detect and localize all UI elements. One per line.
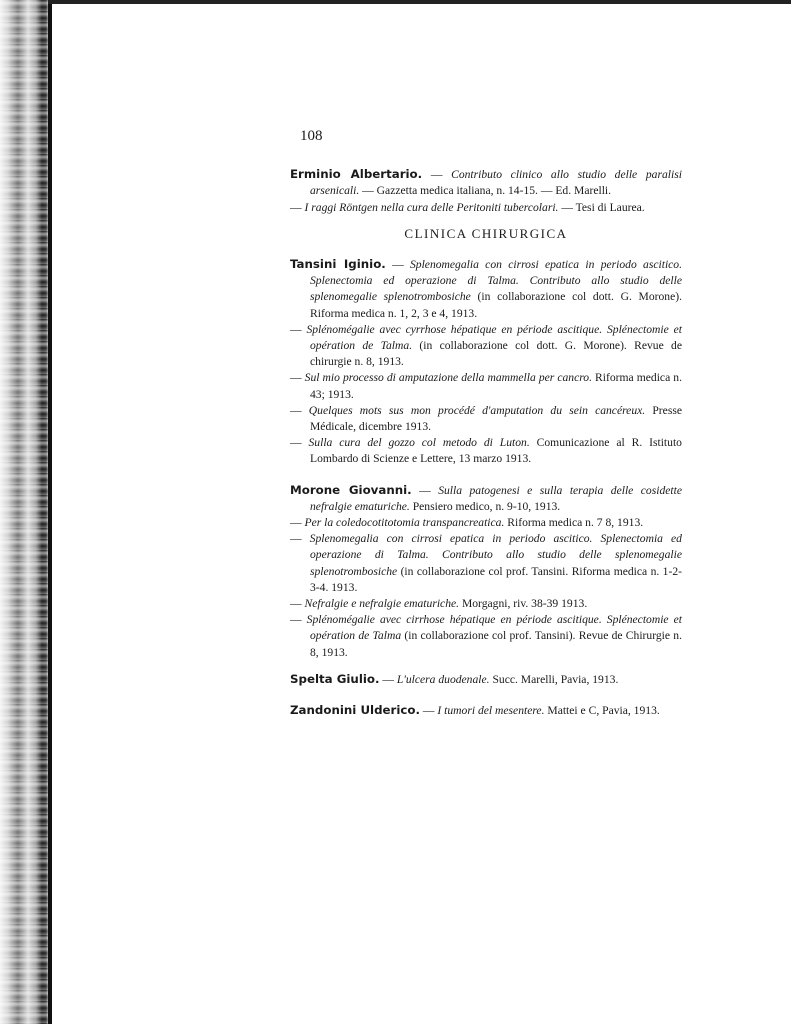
work-title: Sulla cura del gozzo col metodo di Luton. (308, 436, 530, 450)
entry-line: — Sulla cura del gozzo col metodo di Luton. Comunicazione al R. Istituto Lombardo di Scienze e Lettere, 13 marzo 1913. (290, 436, 682, 466)
page-content (290, 128, 682, 719)
bibliography-entry-spelta (290, 671, 682, 688)
publication-info: Presse Médicale, dicembre 1913. (310, 403, 682, 434)
work-title: Nefralgie e nefralgie ematuriche. (304, 597, 460, 611)
bibliography-entry-albertario (290, 166, 682, 216)
entry-line: — I raggi Röntgen nella cura delle Peritoniti tubercolari. — Tesi di Laurea. (290, 200, 645, 214)
publication-info: Morgagni, riv. 38-39 1913. (459, 597, 588, 611)
entry-line: — Splénomégalie avec cyrrhose hépatique en période ascitique. Splénectomie et opération de Talma. (in collaborazione col dott. G. Morone). Revue de chirurgie n. 8, 1913. (290, 322, 682, 369)
work-title: Splenomegalia con cirrosi epatica in periodo ascitico. Splenectomia ed operazione di Talma. Contributo allo studio delle splenomegalie splenotrombosiche (309, 532, 682, 578)
publication-info: (in collaborazione col prof. Tansini. Riforma medica n. 1-2-3-4. 1913. (310, 564, 682, 594)
entry-line: — Sul mio processo di amputazione della mammella per cancro. Riforma medica n. 43; 1913. (290, 371, 682, 401)
publication-info: Comunicazione al R. Istituto Lombardo di Scienze e Lettere, 13 marzo 1913. (310, 436, 682, 466)
publication-info: — Gazzetta medica italiana, n. 14-15. — Ed. Marelli. (359, 184, 612, 198)
spacer (290, 468, 682, 482)
top-page-edge (48, 0, 791, 4)
page-number: 108 (300, 128, 323, 144)
entry-line: Morone Giovanni. — Sulla patogenesi e sulla terapia delle cosidette nefralgie ematuriche. Pensiero medico, n. 9-10, 1913. (290, 482, 682, 513)
work-title: I raggi Röntgen nella cura delle Peritoniti tubercolari. (304, 200, 559, 214)
publication-info: (in collaborazione col dott. G. Morone). Revue de chirurgie n. 8, 1913. (310, 339, 682, 369)
author-name: Zandonini Ulderico. (290, 703, 420, 718)
entry-line: Erminio Albertario. — Contributo clinico allo studio delle paralisi arsenicali. — Gazzetta medica italiana, n. 14-15. — Ed. Marelli. (290, 167, 682, 198)
work-title: Sulla patogenesi e sulla terapia delle cosidette nefralgie ematuriche. (310, 483, 682, 513)
spacer (290, 661, 682, 671)
entry-line: — Splenomegalia con cirrosi epatica in periodo ascitico. Splenectomia ed operazione di Talma. Contributo allo studio delle splenomegalie splenotrombosiche (in collaborazione col prof. Tansini. Riforma medica n. 1-2-3-4. 1913. (290, 532, 682, 594)
bibliography-entry-tansini (290, 256, 682, 468)
work-title: I tumori del mesentere. (437, 704, 545, 718)
publication-info: Succ. Marelli, Pavia, 1913. (489, 672, 619, 686)
publication-info: (in collaborazione col prof. Tansini). Revue de Chirurgie n. 8, 1913. (310, 629, 682, 659)
section-heading: CLINICA CHIRURGICA (404, 225, 568, 241)
author-name: Erminio Albertario. (290, 167, 423, 182)
work-title: Contributo clinico allo studio delle paralisi arsenicali. (310, 168, 682, 198)
work-title: Splenomegalia con cirrosi epatica in periodo ascitico. Splenectomia ed operazione di Talma. Contributo allo studio delle splenomegalie splenotrombosiche (310, 258, 683, 304)
bibliography-entry-zandonini (290, 702, 682, 719)
publication-info: Riforma medica n. 43; 1913. (310, 371, 682, 401)
work-title: L'ulcera duodenale. (396, 672, 490, 686)
work-title: Per la coledocotitotomia transpancreatica. (304, 516, 505, 530)
author-name: Tansini Iginio. (290, 257, 386, 272)
publication-info: — Tesi di Laurea. (558, 200, 645, 214)
work-title: Splénomégalie avec cirrhose hépatique en période ascitique. Splénectomie et opération de Talma (306, 613, 682, 643)
work-title: Splénomégalie avec cyrrhose hépatique en période ascitique. Splénectomie et opération de Talma. (306, 322, 682, 353)
bibliography-entry-morone (290, 482, 682, 661)
entry-line: — Per la coledocotitotomia transpancreatica. Riforma medica n. 7 8, 1913. (290, 516, 644, 530)
publication-info: Mattei e C, Pavia, 1913. (544, 704, 660, 718)
entry-line: — Nefralgie e nefralgie ematuriche. Morgagni, riv. 38-39 1913. (290, 597, 588, 611)
entry-line: Spelta Giulio. — L'ulcera duodenale. Succ. Marelli, Pavia, 1913. (290, 671, 619, 686)
author-name: Morone Giovanni. (290, 482, 412, 497)
work-title: Quelques mots sus mon procédé d'amputation du sein cancéreux. (308, 403, 646, 417)
publication-info: (in collaborazione col dott. G. Morone). Riforma medica n. 1, 2, 3 e 4, 1913. (310, 290, 683, 320)
publication-info: Pensiero medico, n. 9-10, 1913. (409, 499, 561, 513)
author-name: Spelta Giulio. (290, 671, 380, 686)
publication-info: Riforma medica n. 7 8, 1913. (504, 516, 644, 530)
work-title: Sul mio processo di amputazione della mammella per cancro. (304, 371, 592, 385)
binding-shadow-line (48, 0, 52, 1024)
entry-line: Zandonini Ulderico. — I tumori del mesentere. Mattei e C, Pavia, 1913. (290, 703, 660, 718)
entry-line: Tansini Iginio. — Splenomegalia con cirrosi epatica in periodo ascitico. Splenectomia ed operazione di Talma. Contributo allo studio delle splenomegalie splenotrombosiche (in collaborazione col dott. G. Morone). Riforma medica n. 1, 2, 3 e 4, 1913. (290, 257, 683, 320)
spacer (290, 688, 682, 702)
entry-line: — Splénomégalie avec cirrhose hépatique en période ascitique. Splénectomie et opération de Talma (in collaborazione col prof. Tansini). Revue de Chirurgie n. 8, 1913. (290, 613, 682, 659)
scan-binding-edge (0, 0, 50, 1024)
entry-line: — Quelques mots sus mon procédé d'amputation du sein cancéreux. Presse Médicale, dicembre 1913. (290, 403, 682, 434)
